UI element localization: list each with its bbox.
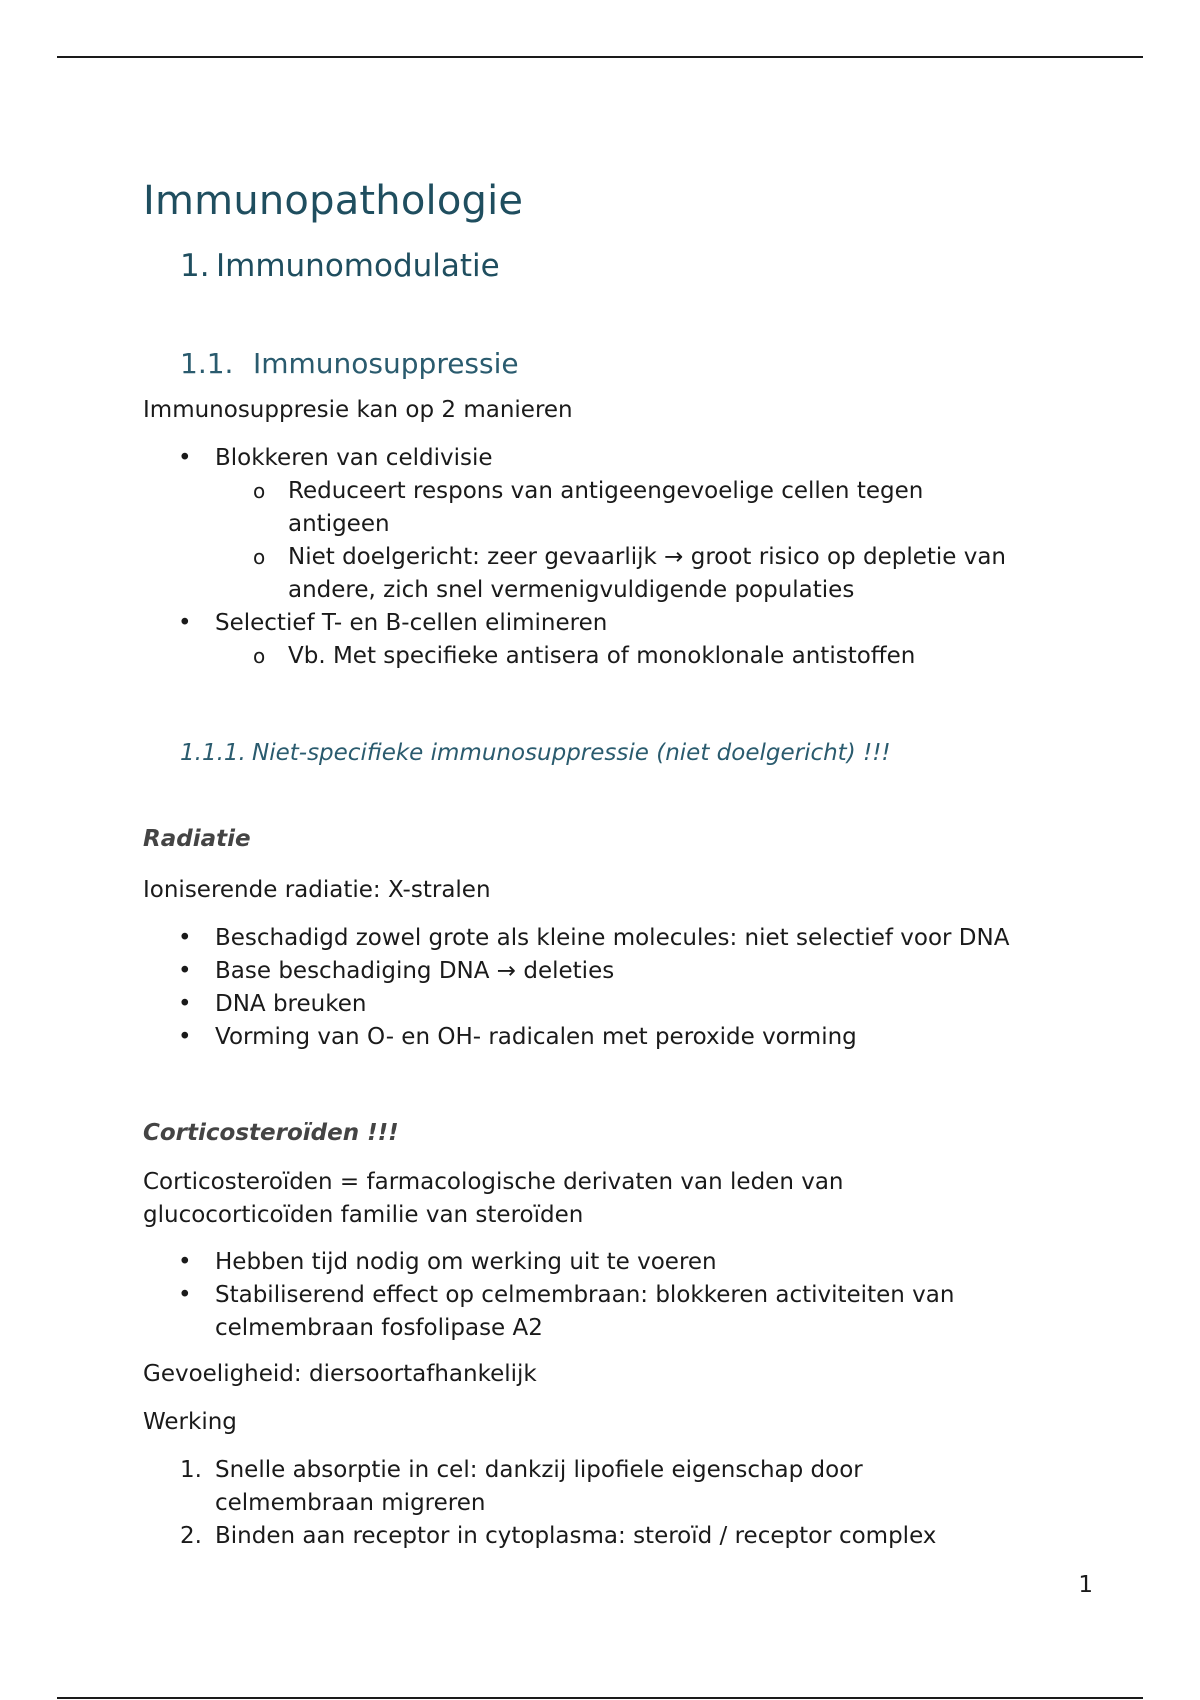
numbered-item [143, 1454, 1093, 1520]
numbered-item [143, 1520, 1093, 1553]
bullet-glyph: • [178, 958, 192, 984]
sub-bullet-glyph: o [253, 545, 266, 569]
top-rule [57, 56, 1143, 58]
bullet-glyph: • [178, 445, 192, 471]
sub-bullet-glyph: o [253, 479, 266, 503]
list-subitem [143, 475, 1093, 541]
list-item-text: Selectief T- en B-cellen elimineren [215, 610, 608, 636]
cortico-heading: Corticosteroïden !!! [143, 1120, 399, 1146]
list-item [143, 955, 1093, 988]
cortico-list [143, 1246, 1093, 1345]
bullet-glyph: • [178, 1282, 192, 1308]
cortico-definition: Corticosteroïden = farmacologische derivaten van leden van glucocorticoïden familie van steroïden [143, 1169, 844, 1228]
list-item-text: DNA breuken [215, 991, 367, 1017]
radiatie-intro: Ioniserende radiatie: X-stralen [143, 877, 491, 903]
list-item-text: Reduceert respons van antigeengevoelige cellen tegen antigeen [288, 478, 924, 537]
sub-bullet-glyph: o [253, 644, 266, 668]
document-title: Immunopathologie [143, 178, 524, 224]
list-item [143, 922, 1093, 955]
list-item-text: Base beschadiging DNA → deleties [215, 958, 615, 984]
item-number: 1. [180, 1457, 202, 1483]
list-item [143, 442, 1093, 475]
list-item-text: Binden aan receptor in cytoplasma: steroïd / receptor complex [215, 1523, 937, 1549]
list-item-text: Vorming van O- en OH- radicalen met peroxide vorming [215, 1024, 857, 1050]
radiatie-list [143, 922, 1093, 1054]
list-item [143, 1021, 1093, 1054]
list-subitem [143, 541, 1093, 607]
heading-immunomodulatie [180, 248, 500, 284]
werking-label: Werking [143, 1409, 237, 1435]
heading-text: Immunomodulatie [216, 248, 500, 284]
werking-list [143, 1454, 1093, 1553]
bullet-glyph: • [178, 610, 192, 636]
heading-niet-specifieke [180, 740, 891, 766]
heading-number: 1.1. [180, 347, 234, 380]
bullet-glyph: • [178, 991, 192, 1017]
list-item-text: Stabiliserend effect op celmembraan: blokkeren activiteiten van celmembraan fosfolipase A2 [215, 1282, 955, 1341]
radiatie-heading: Radiatie [143, 826, 251, 852]
list-item-text: Beschadigd zowel grote als kleine molecules: niet selectief voor DNA [215, 925, 1010, 951]
heading-text: Niet-specifieke immunosuppressie (niet doelgericht) !!! [252, 740, 891, 766]
heading-number: 1.1.1. [180, 740, 246, 766]
bullet-glyph: • [178, 1249, 192, 1275]
page-number: 1 [1078, 1572, 1093, 1598]
list-item-text: Hebben tijd nodig om werking uit te voeren [215, 1249, 717, 1275]
list-item [143, 1279, 1093, 1345]
list-item [143, 988, 1093, 1021]
list-item [143, 1246, 1093, 1279]
list-item-text: Blokkeren van celdivisie [215, 445, 493, 471]
heading-immunosuppressie [180, 347, 519, 380]
list-item [143, 607, 1093, 640]
bullet-glyph: • [178, 1024, 192, 1050]
suppression-methods-list [143, 442, 1093, 673]
list-item-text: Snelle absorptie in cel: dankzij lipofiele eigenschap door celmembraan migreren [215, 1457, 863, 1516]
heading-number: 1. [180, 248, 210, 284]
list-item-text: Vb. Met specifieke antisera of monoklonale antistoffen [288, 643, 916, 669]
bullet-glyph: • [178, 925, 192, 951]
list-subitem [143, 640, 1093, 673]
bottom-rule [57, 1697, 1143, 1699]
gevoeligheid-line: Gevoeligheid: diersoortafhankelijk [143, 1361, 537, 1387]
heading-text: Immunosuppressie [253, 347, 519, 380]
list-item-text: Niet doelgericht: zeer gevaarlijk → groot risico op depletie van andere, zich snel vermenigvuldigende populaties [288, 544, 1007, 603]
intro-paragraph: Immunosuppresie kan op 2 manieren [143, 397, 573, 423]
item-number: 2. [180, 1523, 202, 1549]
